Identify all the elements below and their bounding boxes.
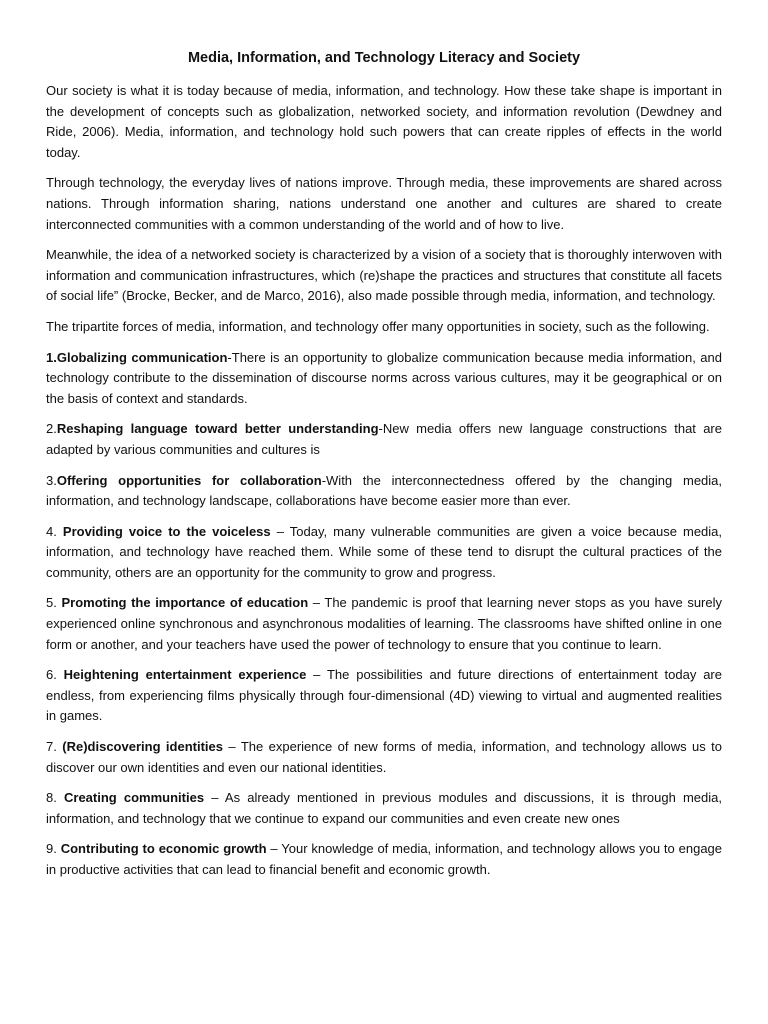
item-text: There is an opportunity to globalize communication because media information, and technology contribute to the dissemination of discourse norms across various cultures, may it be geographical or on the basis of context and standards. (46, 349, 722, 406)
item-number: 5. (46, 595, 62, 611)
item-heading: Reshaping language toward better understanding (56, 421, 379, 437)
item-heading: Promoting the importance of education (61, 595, 309, 611)
item-separator: – (266, 841, 282, 857)
intro-paragraph-1: Our society is what it is today because of media, information, and technology. How these take shape is important in the development of concepts such as globalization, networked society, and information revolution (Dewdney and Ride, 2006). Media, information, and technology hold such powers that can create ripples of effects in the world today. (46, 83, 722, 160)
item-separator: – (306, 667, 327, 683)
item-heading: Providing voice to the voiceless (62, 523, 271, 539)
item-number: 3. (46, 472, 57, 488)
item-number: 1. (46, 349, 57, 365)
item-separator: - (227, 349, 232, 365)
item-number: 2. (46, 421, 57, 437)
item-number: 6. (46, 667, 64, 683)
item-text: Today, many vulnerable communities are given a voice because media, information, and technology have reached them. While some of these tend to disrupt the cultural practices of the community, others are an opportunity for the community to grow and progress. (46, 523, 723, 580)
item-heading: Contributing to economic growth (60, 841, 267, 857)
item-separator: – (204, 790, 225, 806)
list-item (46, 471, 722, 512)
item-text: With the interconnectedness offered by the changing media, information, and technology landscape, collaborations have become easier more than ever. (46, 472, 723, 509)
item-separator: – (223, 739, 241, 755)
list-item (46, 593, 722, 655)
item-heading: Globalizing communication (56, 349, 228, 365)
item-separator: – (270, 523, 290, 539)
item-number: 4. (46, 523, 63, 539)
item-heading: (Re)discovering identities (62, 739, 223, 755)
document-title: Media, Information, and Technology Literacy and Society (187, 50, 581, 66)
list-item (46, 522, 722, 584)
item-text: The pandemic is proof that learning never stops as you have surely experienced online synchronous and asynchronous modalities of learning. The classrooms have shifted online in one form or another, and your teachers have used the power of technology to ensure that you continue to learn. (46, 595, 723, 652)
item-heading: Offering opportunities for collaboration (56, 472, 322, 488)
item-text: The possibilities and future directions of entertainment today are endless, from experiencing films physically through four-dimensional (4D) viewing to virtual and augmented realities in games. (46, 667, 722, 724)
list-item (46, 419, 722, 460)
item-text: New media offers new language constructions that are adapted by various communities and cultures is (46, 421, 722, 457)
item-text: The experience of new forms of media, information, and technology allows us to discover our own identities and even our national identities. (46, 739, 723, 775)
intro-paragraph-3: Meanwhile, the idea of a networked society is characterized by a vision of a society that is thoroughly interwoven with information and communication infrastructures, which (re)shape the practices and structures that constitute all facets of social life” (Brocke, Becker, and de Marco, 2016), also made possible through media, information, and technology. (46, 247, 722, 304)
intro-paragraph-2: Through technology, the everyday lives of nations improve. Through media, these improvements are shared across nations. Through information sharing, nations understand one another and cultures are shared to create interconnected communities with a common understanding of the world and of how to live. (46, 175, 722, 232)
list-item (46, 665, 722, 727)
item-number: 7. (46, 739, 63, 755)
item-text: Your knowledge of media, information, and technology allows you to engage in productive activities that can lead to financial benefit and economic growth. (46, 841, 723, 877)
list-item (46, 348, 722, 410)
item-heading: Heightening entertainment experience (63, 667, 307, 683)
item-separator: - (378, 421, 383, 437)
intro-paragraph-4: The tripartite forces of media, information, and technology offer many opportunities in society, such as the following. (46, 318, 710, 334)
list-item (46, 839, 722, 880)
item-number: 8. (46, 790, 64, 806)
item-heading: Creating communities (64, 790, 205, 806)
item-separator: – (308, 595, 325, 611)
list-item (46, 788, 722, 829)
list-item (46, 737, 722, 778)
item-number: 9. (46, 841, 61, 857)
item-separator: - (321, 472, 327, 488)
item-text: As already mentioned in previous modules and discussions, it is through media, information, and technology that we continue to expand our communities and even create new ones (46, 790, 722, 826)
